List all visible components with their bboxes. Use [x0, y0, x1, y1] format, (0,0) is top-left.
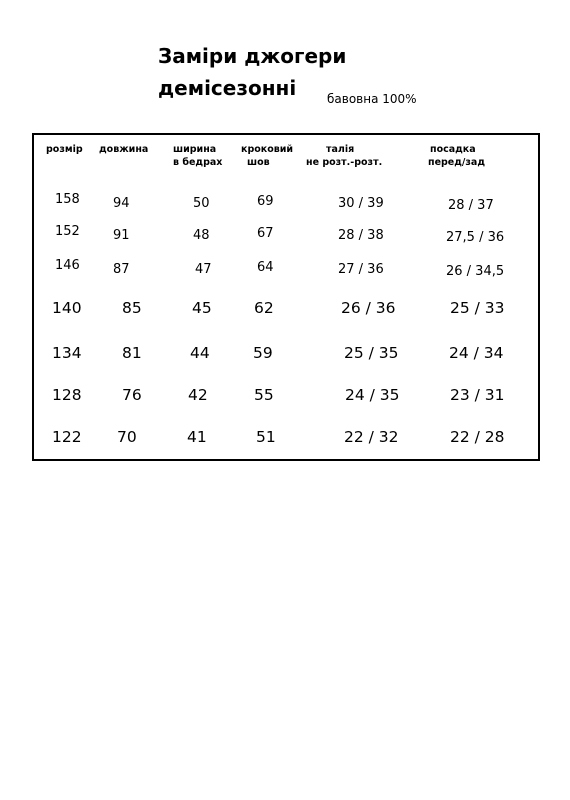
header-rise	[428, 143, 485, 169]
table-cell: 158	[55, 192, 80, 207]
table-cell: 69	[257, 194, 274, 209]
header-rise-line1: посадка	[430, 144, 476, 155]
table-cell: 152	[55, 224, 80, 239]
table-cell: 25 / 33	[450, 299, 505, 317]
header-size-label: розмір	[46, 144, 83, 155]
table-cell: 64	[257, 260, 274, 275]
header-size	[46, 143, 83, 156]
header-length-label: довжина	[99, 144, 149, 155]
table-cell: 94	[113, 196, 130, 211]
table-cell: 25 / 35	[344, 344, 399, 362]
table-cell: 87	[113, 262, 130, 277]
table-cell: 42	[188, 386, 208, 404]
table-cell: 27,5 / 36	[446, 230, 505, 245]
table-cell: 81	[122, 344, 142, 362]
page-title	[158, 40, 346, 104]
table-cell: 70	[117, 428, 137, 446]
size-table	[32, 133, 540, 461]
table-cell: 146	[55, 258, 80, 273]
header-inseam-line2: шов	[247, 157, 270, 168]
fabric-note: бавовна 100%	[327, 92, 417, 106]
header-length	[99, 143, 148, 156]
header-waist-line1: талія	[326, 144, 355, 155]
table-cell: 51	[256, 428, 276, 446]
table-cell: 55	[254, 386, 274, 404]
table-cell: 26 / 36	[341, 299, 396, 317]
table-cell: 30 / 39	[338, 196, 384, 211]
table-cell: 23 / 31	[450, 386, 505, 404]
table-cell: 50	[193, 196, 210, 211]
table-cell: 122	[52, 428, 82, 446]
header-waist-line2: не розт.-розт.	[306, 157, 383, 168]
header-hip-width-line2: в бедрах	[173, 157, 223, 168]
table-cell: 28 / 37	[448, 198, 494, 213]
table-cell: 128	[52, 386, 82, 404]
table-cell: 41	[187, 428, 207, 446]
table-cell: 67	[257, 226, 274, 241]
table-cell: 85	[122, 299, 142, 317]
title-line-2: демісезонні	[158, 76, 297, 100]
table-cell: 24 / 35	[345, 386, 400, 404]
header-inseam-line1: кроковий	[241, 144, 294, 155]
header-waist	[306, 143, 382, 169]
header-rise-line2: перед/зад	[428, 157, 485, 168]
table-cell: 22 / 28	[450, 428, 505, 446]
table-cell: 24 / 34	[449, 344, 504, 362]
table-cell: 59	[253, 344, 273, 362]
table-cell: 76	[122, 386, 142, 404]
table-cell: 91	[113, 228, 130, 243]
table-cell: 140	[52, 299, 82, 317]
header-inseam	[241, 143, 293, 169]
header-hip-width	[173, 143, 222, 169]
table-cell: 47	[195, 262, 212, 277]
header-hip-width-line1: ширина	[173, 144, 217, 155]
title-line-1: Заміри джогери	[158, 44, 347, 68]
table-cell: 28 / 38	[338, 228, 384, 243]
table-cell: 44	[190, 344, 210, 362]
table-cell: 62	[254, 299, 274, 317]
table-cell: 26 / 34,5	[446, 264, 505, 279]
table-cell: 45	[192, 299, 212, 317]
table-cell: 22 / 32	[344, 428, 399, 446]
table-cell: 27 / 36	[338, 262, 384, 277]
table-cell: 48	[193, 228, 210, 243]
table-cell: 134	[52, 344, 82, 362]
